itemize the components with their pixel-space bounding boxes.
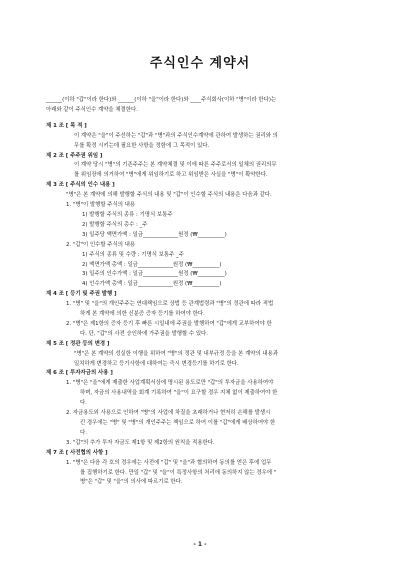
section-heading: 2. "갑"이 인수할 주식의 내용	[66, 241, 136, 248]
clause-text: 병"은 "갑" 및 "을"의 의사에 따르기로 한다.	[80, 479, 183, 486]
article-heading: 제 7 조 [ 사전협의 사항 ]	[46, 449, 108, 456]
article-text: "병"은 본 계약에 의해 발행할 주식의 내용 및 "갑"이 인수할 주식의 내용은 다음과 같다.	[66, 192, 272, 199]
intro-line: 아래와 같이 주식인수 계약을 체결한다.	[46, 106, 138, 113]
article-heading: 제 4 조 [ 등기 및 주권 발행 ]	[46, 291, 117, 298]
list-item: 3) 일주의 인수가액 : 일금_____________원정 (₩__________)	[82, 271, 227, 278]
article-text: 를 위임장에 의거하여 "병"에게 위임하기로 하고 위임받은 사실을 "병"이 확약한다.	[74, 172, 268, 179]
clause-text: 하게 본 계약에 의한 신분증 증자 등기를 하여야 한다.	[80, 311, 205, 318]
document-body	[46, 96, 358, 488]
section-heading: 1. "병"이 발행할 주식의 내용	[66, 202, 136, 209]
clause-text: 다.	[80, 429, 87, 436]
list-item: 4) 인수가액 총액 : 일금_____________원정 (₩__________)	[82, 281, 222, 288]
clause-text: 2. "병"은 제1항의 증자 등기 후 빠른 시일내에 주권을 발행하여 "갑"에게 교부하여야 한	[66, 320, 272, 327]
article-4	[46, 290, 358, 340]
clause-text: 3. "갑"의 추가 투자 자금도 제1항 및 제2항의 원칙을 적용한다.	[66, 439, 215, 446]
list-item: 3) 일주당 액면가액 : 일금_____________원정 (₩__________)	[82, 231, 227, 238]
clause-text: 하며, 자금의 사용내역을 회계 기록하여 "을"이 요구할 경우 지체 없이 제출하여야 한	[80, 390, 278, 397]
intro-paragraph	[46, 96, 358, 116]
article-6	[46, 369, 358, 448]
article-3	[46, 181, 358, 290]
intro-line: ______(이하 "갑"이라 한다)와 ______(이하 "을"이라 한다)와 ____주식회사(이하 "병"이라 한다)는	[46, 97, 277, 103]
clause-text: 킨 경우에는 "병" 및 "병"의 개인주주는 책임으로 하여 이를 "갑"에게 배상하여야 한	[80, 420, 276, 426]
article-text: 이 계약은 "을"이 주선하는 "갑"과 "병"과의 주식인수계약에 관하여 발생하는 권리와 의	[74, 132, 278, 139]
clause-text: 를 집행하기로 한다. 만일 "갑" 및 "을"이 특정사항의 처리에 동의하지 않는 경우에 "	[80, 469, 277, 476]
article-text: 일치하게 변경하고 등기사항에 대하여는 즉시 변경등기를 하기로 한다.	[74, 360, 239, 367]
clause-text: 1. "병"은 다음 각 호의 경우에는 사전에 "갑" 및 "을"과 협의하여 동의를 얻은 후에 업무	[66, 459, 272, 466]
clause-text: 1. "병"은 "을"에게 제출한 사업계획서상에 명시된 용도로만 "갑"의 투자금을 사용하여야	[66, 380, 274, 387]
list-item: 2) 발행할 주식의 총수 : _주	[82, 221, 148, 228]
page-number: - 1 -	[193, 541, 207, 548]
article-1	[46, 122, 358, 152]
article-heading: 제 6 조 [ 투자자금의 사용 ]	[46, 370, 113, 377]
list-item: 2) 액면가액 총액 : 일금_____________원정 (₩__________)	[82, 261, 222, 268]
clause-text: 1. "병" 및 "을"의 개인주주는 연대책임으로 상법 등 관계법령과 "병"의 정관에 따라 적법	[66, 301, 274, 308]
clause-text: 2. 자금용도외 사용으로 인하여 "병"의 사업에 차질을 초래하거나 현저히 손해를 발생시	[66, 410, 271, 417]
article-heading: 제 2 조 [ 주주권 위임 ]	[46, 152, 103, 159]
article-text: 이 계약 당시 "병"의 기존주주는 본 계약체결 및 이에 따른 주주로서의 일체의 권리의무	[74, 162, 277, 169]
list-item: 1) 주식의 종류 및 수량 : 기명식 보통주 _주	[82, 251, 184, 258]
article-7	[46, 449, 358, 489]
clause-text: 다.	[80, 400, 87, 407]
article-text: 무를 확정 시키는데 필요한 사항을 정함에 그 목적이 있다.	[74, 142, 210, 149]
list-item: 1) 발행할 주식의 종류 : 기명식 보통주	[82, 211, 173, 218]
article-5	[46, 340, 358, 370]
article-heading: 제 3 조 [ 주식의 인수 내용 ]	[46, 182, 115, 189]
document-title: 주식인수 계약서	[149, 56, 251, 71]
clause-text: 다. 단, "갑"의 사전 승인하에 가주권을 발행할 수 있다.	[80, 330, 208, 337]
article-text: "병"은 본 계약의 성실한 이행을 위하여 "병"의 정관 및 내부규정 등을 본 계약의 내용과	[74, 350, 279, 357]
article-heading: 제 5 조 [ 정관 등의 변경 ]	[46, 340, 110, 347]
article-heading: 제 1 조 [ 목 적 ]	[46, 122, 87, 129]
article-2	[46, 152, 358, 182]
